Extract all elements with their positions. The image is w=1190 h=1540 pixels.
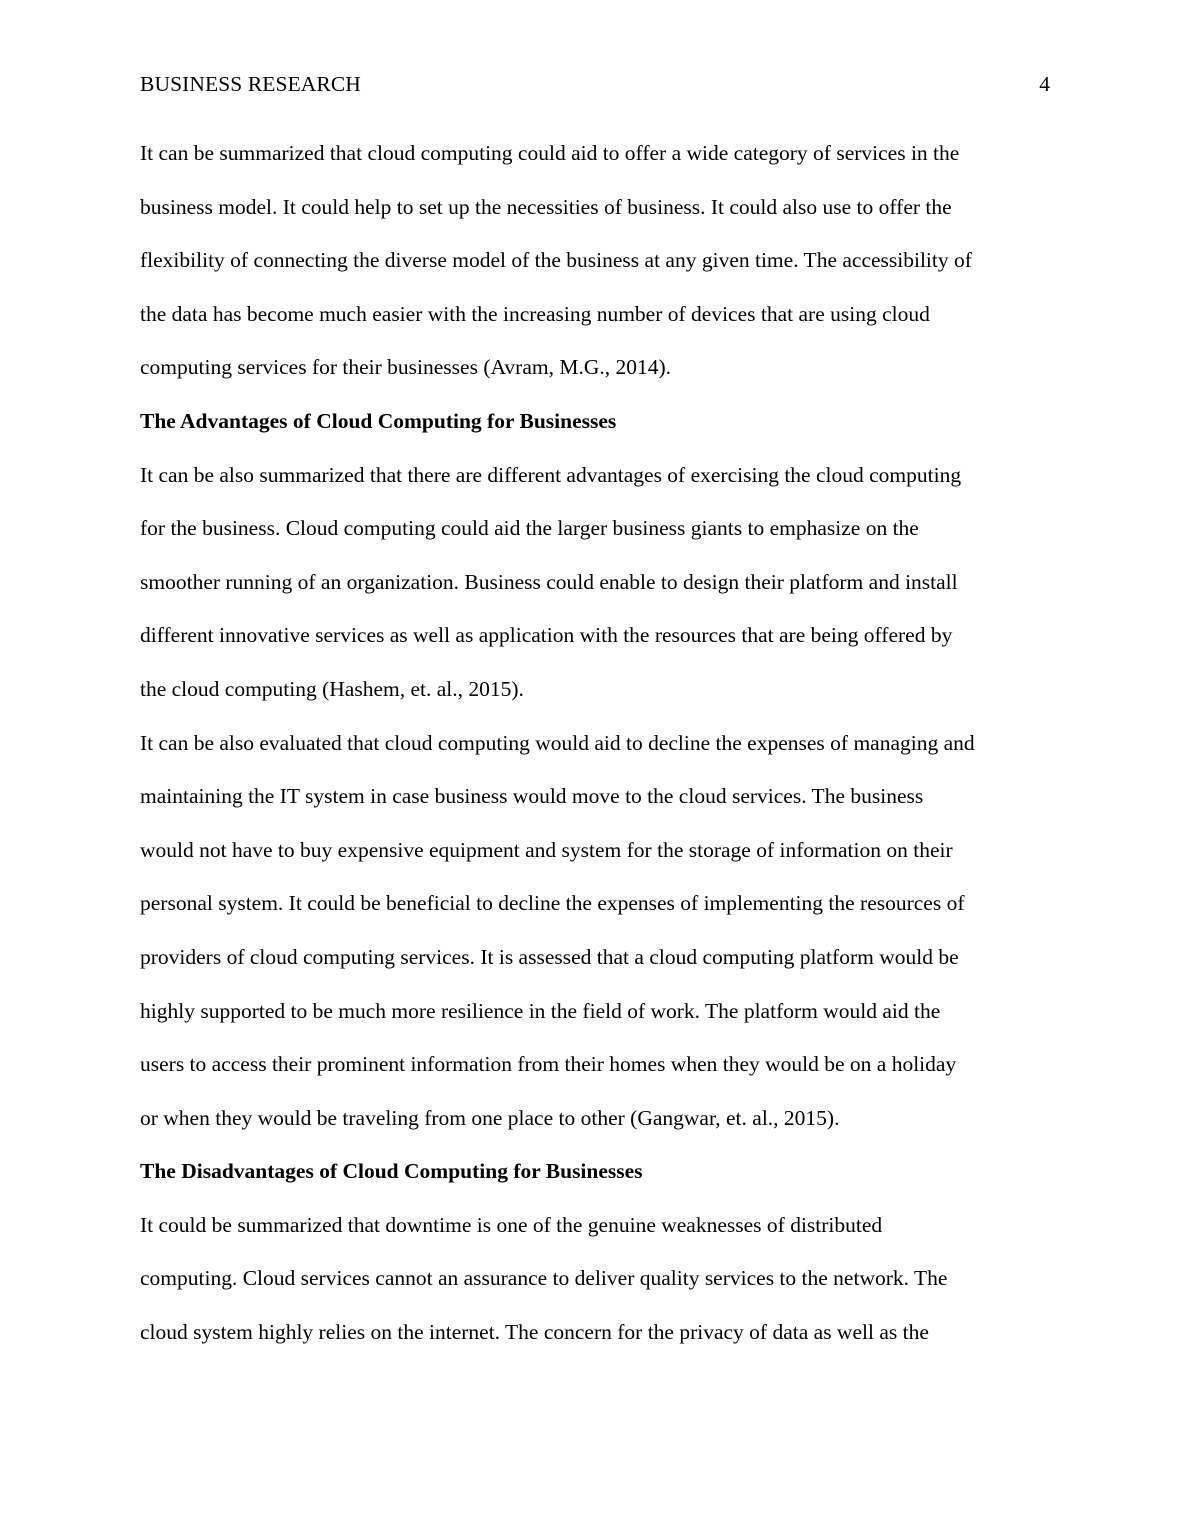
paragraph: [140, 717, 1052, 1146]
page-number: 4: [1039, 72, 1050, 96]
text-line: It can be also evaluated that cloud computing would aid to decline the expenses of managing and: [140, 730, 975, 755]
paragraph: [140, 1199, 1052, 1360]
text-line: It could be summarized that downtime is one of the genuine weaknesses of distributed: [140, 1212, 883, 1237]
paragraph: [140, 127, 1052, 395]
text-line: would not have to buy expensive equipment and system for the storage of information on their: [140, 837, 953, 862]
running-head: BUSINESS RESEARCH: [140, 72, 361, 96]
body-text: [140, 127, 1052, 1360]
paragraph: [140, 449, 1052, 717]
text-line: the cloud computing (Hashem, et. al., 2015).: [140, 676, 524, 701]
text-line: providers of cloud computing services. It is assessed that a cloud computing platform would be: [140, 944, 959, 969]
text-line: flexibility of connecting the diverse model of the business at any given time. The accessibility of: [140, 248, 972, 273]
text-line: users to access their prominent information from their homes when they would be on a holiday: [140, 1052, 957, 1077]
section-heading-advantages: The Advantages of Cloud Computing for Businesses: [140, 408, 617, 433]
text-line: highly supported to be much more resilience in the field of work. The platform would aid the: [140, 998, 941, 1023]
text-line: or when they would be traveling from one place to other (Gangwar, et. al., 2015).: [140, 1105, 840, 1130]
text-line: It can be also summarized that there are different advantages of exercising the cloud computing: [140, 462, 962, 487]
text-line: for the business. Cloud computing could aid the larger business giants to emphasize on the: [140, 516, 919, 541]
text-line: business model. It could help to set up the necessities of business. It could also use to offer the: [140, 194, 952, 219]
text-line: It can be summarized that cloud computing could aid to offer a wide category of services in the: [140, 141, 960, 165]
text-line: computing. Cloud services cannot an assurance to deliver quality services to the network. The: [140, 1266, 948, 1291]
text-line: maintaining the IT system in case business would move to the cloud services. The business: [140, 784, 924, 809]
text-line: different innovative services as well as application with the resources that are being offered by: [140, 623, 953, 648]
text-line: cloud system highly relies on the internet. The concern for the privacy of data as well as the: [140, 1320, 929, 1345]
section-heading-disadvantages: The Disadvantages of Cloud Computing for Businesses: [140, 1159, 643, 1184]
text-line: smoother running of an organization. Business could enable to design their platform and install: [140, 569, 958, 594]
text-line: computing services for their businesses (Avram, M.G., 2014).: [140, 355, 672, 380]
text-line: personal system. It could be beneficial to decline the expenses of implementing the resources of: [140, 891, 965, 916]
text-line: the data has become much easier with the increasing number of devices that are using cloud: [140, 301, 930, 326]
